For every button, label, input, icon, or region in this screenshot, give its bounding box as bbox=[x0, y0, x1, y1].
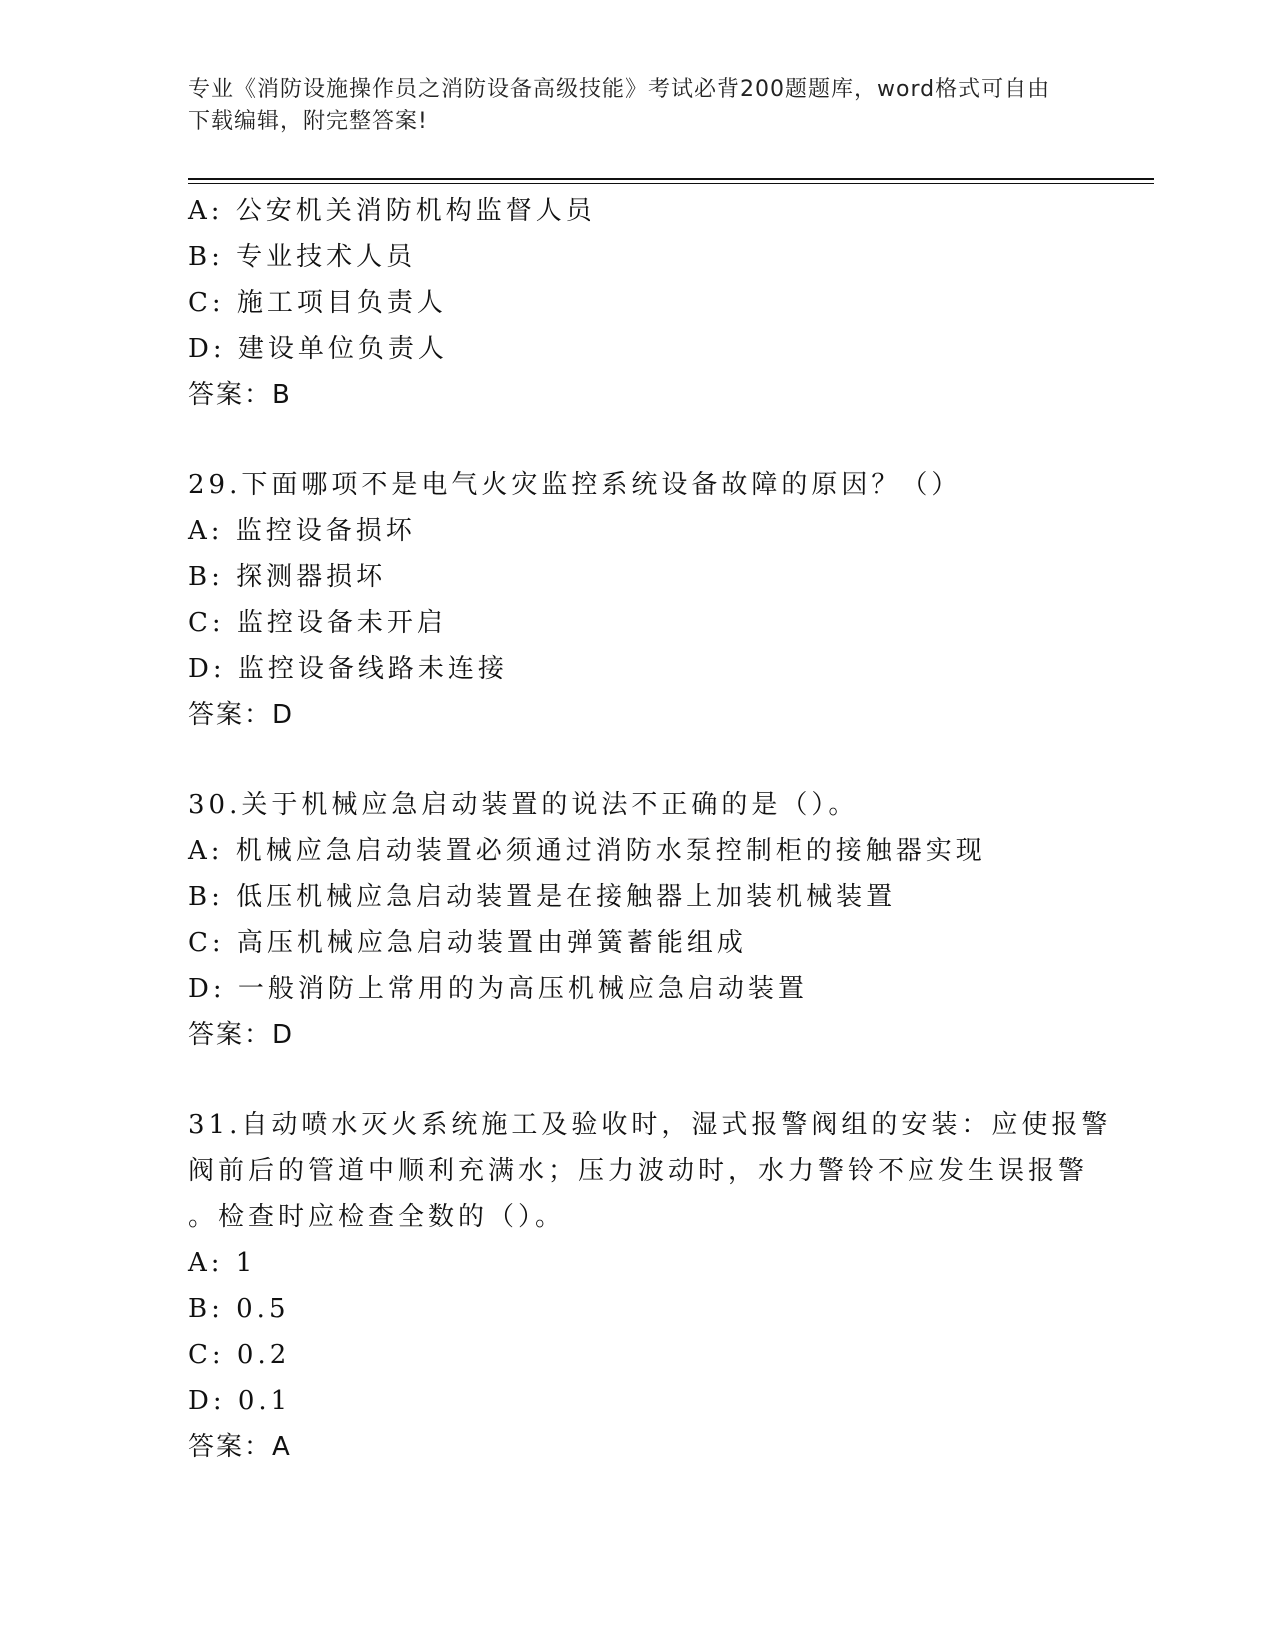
option-d: D: 一般消防上常用的为高压机械应急启动装置 bbox=[188, 974, 808, 1004]
question-30 bbox=[188, 782, 1088, 1058]
option-c: C: 施工项目负责人 bbox=[188, 288, 447, 318]
option-b: B: 探测器损坏 bbox=[188, 562, 387, 592]
option-d: D: 0.1 bbox=[188, 1386, 292, 1416]
option-d: D: 建设单位负责人 bbox=[188, 334, 448, 364]
header-rule-thick bbox=[188, 178, 1154, 180]
question-28-tail bbox=[188, 188, 1088, 418]
option-a: A: 机械应急启动装置必须通过消防水泵控制柜的接触器实现 bbox=[188, 836, 986, 866]
option-c: C: 0.2 bbox=[188, 1340, 291, 1370]
option-a: A: 1 bbox=[188, 1248, 257, 1278]
header-rule-thin bbox=[188, 183, 1154, 184]
question-stem-line-2: 阀前后的管道中顺利充满水；压力波动时，水力警铃不应发生误报警 bbox=[188, 1156, 1089, 1186]
answer-line: 答案：D bbox=[188, 700, 295, 730]
question-stem: 30.关于机械应急启动装置的说法不正确的是（）。 bbox=[188, 790, 859, 820]
document-header bbox=[188, 74, 1068, 138]
question-stem-line-3: 。检查时应检查全数的（）。 bbox=[188, 1202, 566, 1232]
answer-line: 答案：A bbox=[188, 1432, 292, 1462]
question-list bbox=[188, 188, 1112, 1470]
answer-line: 答案：B bbox=[188, 380, 292, 410]
option-c: C: 高压机械应急启动装置由弹簧蓄能组成 bbox=[188, 928, 747, 958]
option-a: A: 监控设备损坏 bbox=[188, 516, 416, 546]
option-b: B: 低压机械应急启动装置是在接触器上加装机械装置 bbox=[188, 882, 897, 912]
option-b: B: 专业技术人员 bbox=[188, 242, 417, 272]
option-d: D: 监控设备线路未连接 bbox=[188, 654, 508, 684]
question-stem: 29.下面哪项不是电气火灾监控系统设备故障的原因？（） bbox=[188, 470, 962, 500]
question-31 bbox=[188, 1102, 1112, 1470]
option-b: B: 0.5 bbox=[188, 1294, 290, 1324]
spacer bbox=[188, 1058, 1088, 1102]
spacer bbox=[188, 738, 1088, 782]
question-stem-line-1: 31.自动喷水灭火系统施工及验收时，湿式报警阀组的安装：应使报警 bbox=[188, 1110, 1112, 1140]
option-c: C: 监控设备未开启 bbox=[188, 608, 447, 638]
question-29 bbox=[188, 462, 1088, 738]
spacer bbox=[188, 418, 1088, 462]
option-a: A: 公安机关消防机构监督人员 bbox=[188, 196, 596, 226]
answer-line: 答案：D bbox=[188, 1020, 295, 1050]
header-text: 专业《消防设施操作员之消防设备高级技能》考试必背200题题库，word格式可自由下载编辑，附完整答案! bbox=[188, 77, 1051, 134]
